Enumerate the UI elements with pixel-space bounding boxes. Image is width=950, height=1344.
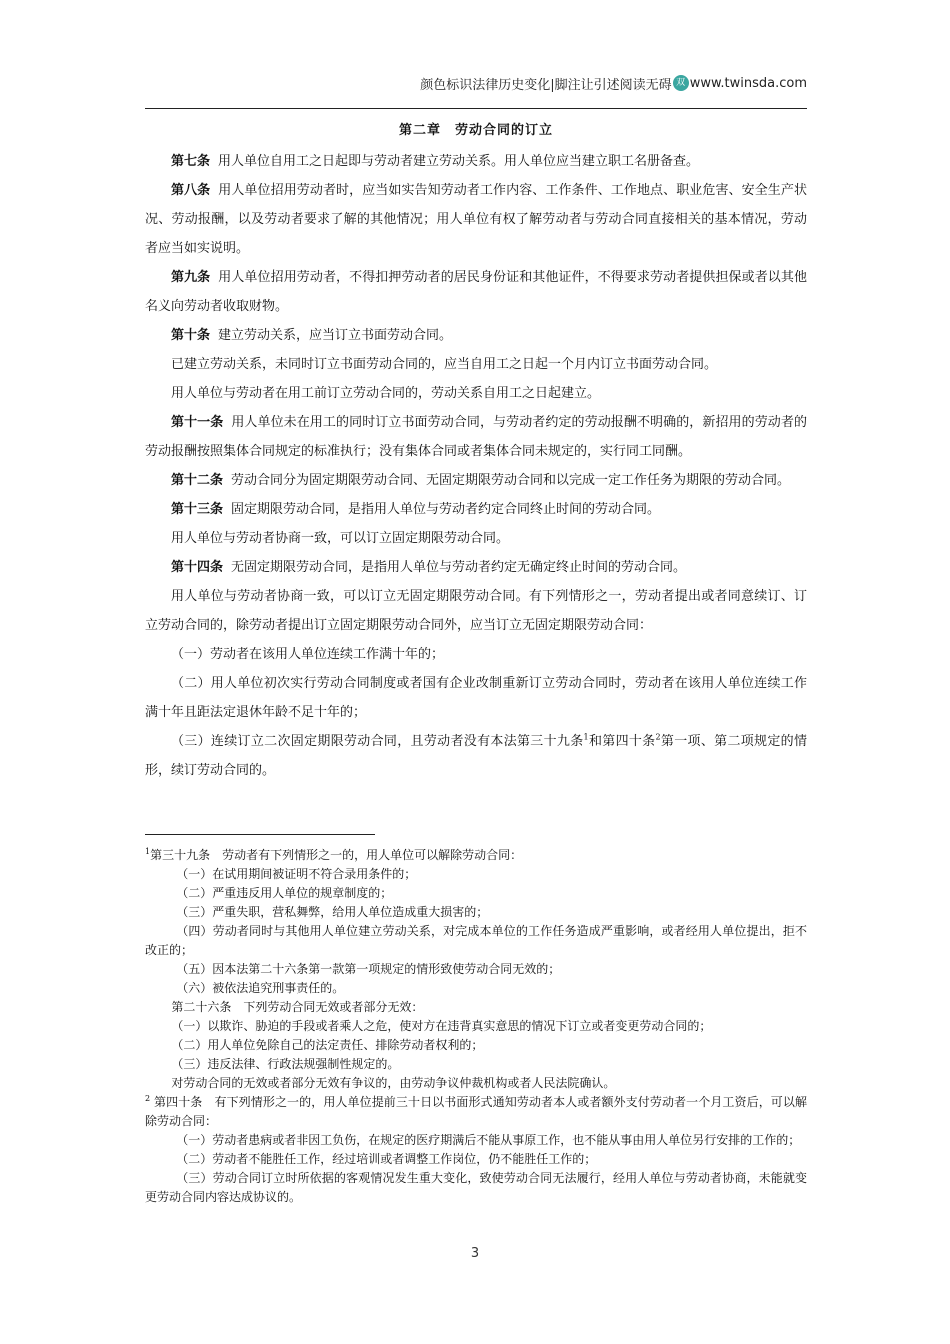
article-text: 用人单位自用工之日起即与劳动者建立劳动关系。用人单位应当建立职工名册备查。 xyxy=(218,154,700,169)
footnote-text: （六）被依法追究刑事责任的。 xyxy=(176,981,345,995)
footnote-rule xyxy=(145,834,375,835)
footnote-line xyxy=(145,998,807,1017)
article-text: 用人单位与劳动者协商一致，可以订立无固定期限劳动合同。有下列情形之一，劳动者提出或者同意续订、订立劳动合同的，除劳动者提出订立固定期限劳动合同外，应当订立无固定期限劳动合同： xyxy=(145,589,807,633)
footnote-text: 第三十九条 劳动者有下列情形之一的，用人单位可以解除劳动合同： xyxy=(150,848,523,862)
footnote-line xyxy=(145,1131,807,1150)
article-paragraph xyxy=(145,321,807,350)
article-paragraph-last xyxy=(145,727,807,785)
footnote-text: （三）严重失职，营私舞弊，给用人单位造成重大损害的； xyxy=(176,905,489,919)
footnote-ref-1[interactable]: 1 xyxy=(583,732,589,742)
header-text: 颜色标识法律历史变化|脚注让引述阅读无碍 xyxy=(420,77,672,93)
article-text: 固定期限劳动合同，是指用人单位与劳动者约定合同终止时间的劳动合同。 xyxy=(231,502,661,517)
article-number: 第十二条 xyxy=(171,473,224,488)
footnote-text: （三）劳动合同订立时所依据的客观情况发生重大变化，致使劳动合同无法履行，经用人单位与劳动者协商，未能就变更劳动合同内容达成协议的。 xyxy=(145,1171,807,1204)
article-paragraph xyxy=(145,263,807,321)
footnotes xyxy=(145,846,807,1207)
footnote-text: （二）劳动者不能胜任工作，经过培训或者调整工作岗位，仍不能胜任工作的； xyxy=(176,1152,597,1166)
article-paragraph xyxy=(145,640,807,669)
article-text: 用人单位未在用工的同时订立书面劳动合同，与劳动者约定的劳动报酬不明确的，新招用的劳动者的劳动报酬按照集体合同规定的标准执行；没有集体合同或者集体合同未规定的，实行同工同酬。 xyxy=(145,415,807,459)
header-url-link[interactable]: www.twinsda.com xyxy=(689,75,807,91)
article-paragraph xyxy=(145,524,807,553)
article-text: （二）用人单位初次实行劳动合同制度或者国有企业改制重新订立劳动合同时，劳动者在该用人单位连续工作满十年且距法定退休年龄不足十年的； xyxy=(145,676,807,720)
footnote-line xyxy=(145,1074,807,1093)
footnote-line xyxy=(145,922,807,960)
footnote-line xyxy=(145,903,807,922)
article-paragraph xyxy=(145,553,807,582)
footnote-line xyxy=(145,884,807,903)
article-text: 劳动合同分为固定期限劳动合同、无固定期限劳动合同和以完成一定工作任务为期限的劳动合同。 xyxy=(231,473,791,488)
article-number: 第十条 xyxy=(171,328,211,343)
footnote-text: （一）劳动者患病或者非因工负伤，在规定的医疗期满后不能从事原工作，也不能从事由用人单位另行安排的工作的； xyxy=(176,1133,801,1147)
article-text: 建立劳动关系，应当订立书面劳动合同。 xyxy=(218,328,453,343)
main-body xyxy=(145,116,807,785)
article-paragraph xyxy=(145,582,807,640)
footnote-line xyxy=(145,1036,807,1055)
article-number: 第十三条 xyxy=(171,502,224,517)
article-number: 第九条 xyxy=(171,270,211,285)
footnote-line xyxy=(145,1150,807,1169)
last-item-text-b: 和第四十条 xyxy=(588,734,656,749)
footnote-text: 第二十六条 下列劳动合同无效或者部分无效： xyxy=(171,1000,424,1014)
article-paragraph xyxy=(145,466,807,495)
article-text: 已建立劳动关系，未同时订立书面劳动合同的，应当自用工之日起一个月内订立书面劳动合同。 xyxy=(171,357,718,372)
footnote-line xyxy=(145,979,807,998)
footnote-marker: 1 xyxy=(145,847,151,856)
article-text: 用人单位招用劳动者时，应当如实告知劳动者工作内容、工作条件、工作地点、职业危害、安全生产状况、劳动报酬，以及劳动者要求了解的其他情况；用人单位有权了解劳动者与劳动合同直接相关的基本情况，劳动者应当如实说明。 xyxy=(145,183,807,256)
footnote-line xyxy=(145,1093,807,1131)
last-item-text-a: （三）连续订立二次固定期限劳动合同，且劳动者没有本法第三十九条 xyxy=(171,734,584,749)
article-number: 第七条 xyxy=(171,154,211,169)
article-number: 第十四条 xyxy=(171,560,224,575)
footnote-marker: 2 xyxy=(145,1094,151,1103)
page-header xyxy=(145,72,807,94)
article-paragraph xyxy=(145,495,807,524)
article-paragraph xyxy=(145,669,807,727)
footnote-text: （一）以欺诈、胁迫的手段或者乘人之危，使对方在违背真实意思的情况下订立或者变更劳动合同的； xyxy=(171,1019,712,1033)
footnote-line xyxy=(145,1169,807,1207)
chapter-title: 第二章 劳动合同的订立 xyxy=(398,123,553,138)
footnote-text: （一）在试用期间被证明不符合录用条件的； xyxy=(176,867,417,881)
footnote-text: （五）因本法第二十六条第一款第一项规定的情形致使劳动合同无效的； xyxy=(176,962,561,976)
footnote-text: （三）违反法律、行政法规强制性规定的。 xyxy=(171,1057,400,1071)
footnote-text: （四）劳动者同时与其他用人单位建立劳动关系，对完成本单位的工作任务造成严重影响，或者经用人单位提出，拒不改正的； xyxy=(145,924,807,957)
article-text: 用人单位招用劳动者，不得扣押劳动者的居民身份证和其他证件，不得要求劳动者提供担保或者以其他名义向劳动者收取财物。 xyxy=(145,270,807,314)
footnote-text: （二）严重违反用人单位的规章制度的； xyxy=(176,886,393,900)
article-list xyxy=(145,147,807,727)
footnote-ref-2[interactable]: 2 xyxy=(655,732,661,742)
article-text: 用人单位与劳动者在用工前订立劳动合同的，劳动关系自用工之日起建立。 xyxy=(171,386,601,401)
footnote-line xyxy=(145,1055,807,1074)
article-paragraph xyxy=(145,147,807,176)
article-paragraph xyxy=(145,176,807,263)
article-number: 第十一条 xyxy=(171,415,224,430)
article-paragraph xyxy=(145,379,807,408)
page-number: 3 xyxy=(470,1246,480,1261)
twinsda-logo-icon: 双 xyxy=(673,75,689,91)
article-text: 用人单位与劳动者协商一致，可以订立固定期限劳动合同。 xyxy=(171,531,510,546)
footnote-line xyxy=(145,960,807,979)
article-text: 无固定期限劳动合同，是指用人单位与劳动者约定无确定终止时间的劳动合同。 xyxy=(231,560,687,575)
article-number: 第八条 xyxy=(171,183,211,198)
footnote-text: （二）用人单位免除自己的法定责任、排除劳动者权利的； xyxy=(171,1038,484,1052)
footnote-line xyxy=(145,1017,807,1036)
article-paragraph xyxy=(145,408,807,466)
footnote-line xyxy=(145,865,807,884)
footnote-text: 第四十条 有下列情形之一的，用人单位提前三十日以书面形式通知劳动者本人或者额外支付劳动者一个月工资后，可以解除劳动合同： xyxy=(145,1095,807,1128)
header-rule xyxy=(145,108,807,109)
last-item-text-c: 第一项、第二项规定的情形，续订劳动合同的。 xyxy=(145,734,807,778)
footnote-text: 对劳动合同的无效或者部分无效有争议的，由劳动争议仲裁机构或者人民法院确认。 xyxy=(171,1076,616,1090)
article-text: （一）劳动者在该用人单位连续工作满十年的； xyxy=(171,647,445,662)
article-paragraph xyxy=(145,350,807,379)
footnote-line xyxy=(145,846,807,865)
